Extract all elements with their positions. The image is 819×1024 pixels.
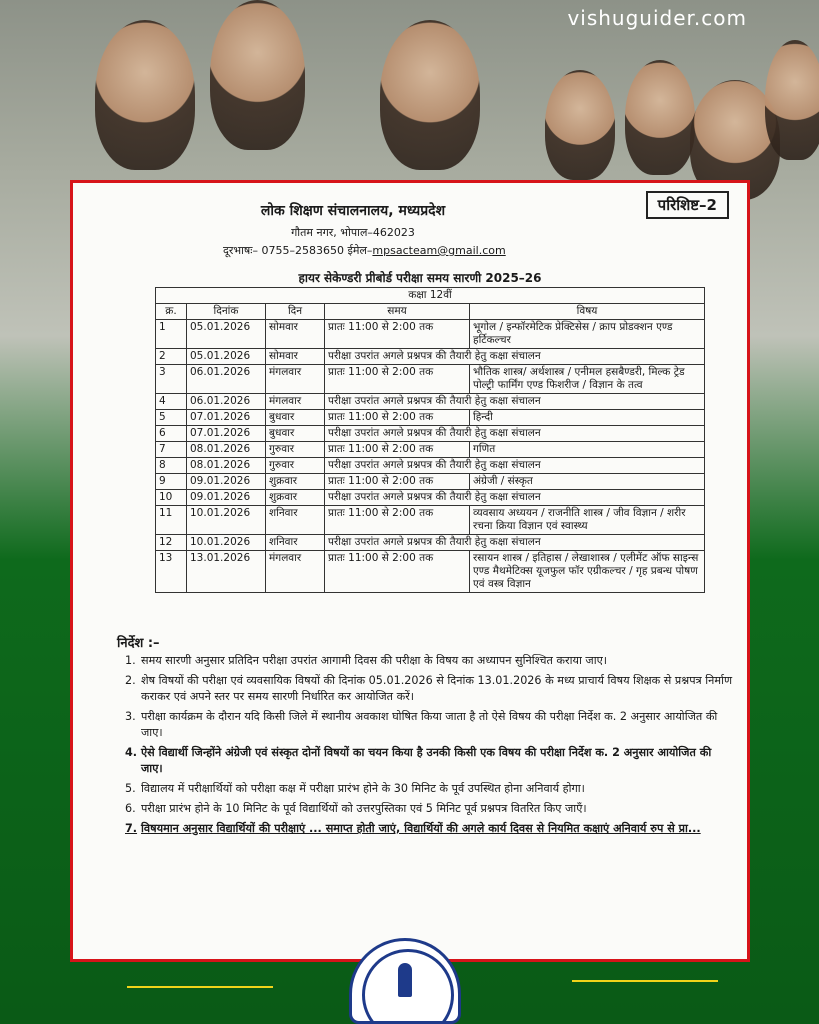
instruction-text: परीक्षा प्रारंभ होने के 10 मिनिट के पूर्व विद्यार्थियों को उत्तरपुस्तिका एवं 5 मिनिट पूर्व प्रश्नपत्र वितरित किए जाएँ। — [141, 802, 587, 815]
row-subject: व्यवसाय अध्ययन / राजनीति शास्त्र / जीव विज्ञान / शरीर रचना क्रिया विज्ञान एवं स्वास्थ्य — [470, 506, 705, 535]
row-day: सोमवार — [266, 320, 325, 349]
table-row — [156, 506, 705, 535]
col-header: दिन — [266, 304, 325, 320]
table-row — [156, 535, 705, 551]
row-activity: परीक्षा उपरांत अगले प्रश्नपत्र की तैयारी हेतु कक्षा संचालन — [325, 394, 705, 410]
office-name: लोक शिक्षण संचालनालय, मध्यप्रदेश — [260, 203, 446, 219]
row-date: 07.01.2026 — [187, 410, 266, 426]
row-number: 10 — [156, 490, 187, 506]
student-figure — [765, 40, 819, 160]
instruction-item — [125, 745, 733, 777]
row-date: 09.01.2026 — [187, 490, 266, 506]
instruction-item — [125, 781, 733, 797]
table-title: हायर सेकेण्डरी प्रीबोर्ड परीक्षा समय सारणी 2025–26 — [298, 271, 542, 285]
row-activity: परीक्षा उपरांत अगले प्रश्नपत्र की तैयारी हेतु कक्षा संचालन — [325, 490, 705, 506]
col-header: समय — [325, 304, 470, 320]
instruction-number: 5. — [125, 782, 136, 795]
row-day: गुरुवार — [266, 458, 325, 474]
row-time: प्रातः 11:00 से 2:00 तक — [325, 506, 470, 535]
instructions-list — [125, 653, 733, 841]
row-activity: परीक्षा उपरांत अगले प्रश्नपत्र की तैयारी हेतु कक्षा संचालन — [325, 458, 705, 474]
student-figure — [95, 20, 195, 170]
table-row — [156, 474, 705, 490]
email-link[interactable]: mpsacteam@gmail.com — [372, 244, 506, 257]
instructions-title: निर्देश :– — [117, 636, 160, 651]
instruction-number: 2. — [125, 674, 136, 687]
row-day: मंगलवार — [266, 394, 325, 410]
row-date: 08.01.2026 — [187, 442, 266, 458]
decorative-line-left — [127, 986, 273, 988]
table-row — [156, 349, 705, 365]
row-day: शनिवार — [266, 506, 325, 535]
office-address: गौतम नगर, भोपाल–462023 — [291, 226, 415, 239]
row-subject: अंग्रेजी / संस्कृत — [470, 474, 705, 490]
row-number: 5 — [156, 410, 187, 426]
row-date: 05.01.2026 — [187, 349, 266, 365]
row-day: मंगलवार — [266, 551, 325, 593]
table-row — [156, 458, 705, 474]
row-number: 6 — [156, 426, 187, 442]
row-subject: भूगोल / इन्फॉरमेटिक प्रेक्टिसेस / क्राप प्रोडक्शन एण्ड हर्टिकल्चर — [470, 320, 705, 349]
row-number: 4 — [156, 394, 187, 410]
schedule-table — [155, 287, 705, 593]
instruction-item — [125, 709, 733, 741]
email-label: ईमेल– — [347, 244, 373, 257]
row-number: 8 — [156, 458, 187, 474]
row-time: प्रातः 11:00 से 2:00 तक — [325, 320, 470, 349]
phone: दूरभाषः– 0755–2583650 — [223, 244, 344, 257]
row-date: 09.01.2026 — [187, 474, 266, 490]
appendix-label: परिशिष्ट–2 — [646, 191, 729, 219]
student-figure — [380, 20, 480, 170]
row-date: 06.01.2026 — [187, 365, 266, 394]
table-row — [156, 442, 705, 458]
instruction-text: विषयमान अनुसार विद्यार्थियों की परीक्षाएं ... समाप्त होती जाएं, विद्यार्थियों की अगले कार्य दिवस से नियमित कक्षाएं अनिवार्य रुप से प्रा... — [141, 822, 701, 835]
row-day: गुरुवार — [266, 442, 325, 458]
row-subject: रसायन शास्त्र / इतिहास / लेखाशास्त्र / एलीमेंट ऑफ साइन्स एण्ड मैथमेटिक्स यूजफुल फॉर एग्रीकल्चर / गृह प्रबन्ध पोषण एवं वस्त्र विज्ञान — [470, 551, 705, 593]
instruction-text: समय सारणी अनुसार प्रतिदिन परीक्षा उपरांत आगामी दिवस की परीक्षा के विषय का अध्यापन सुनिश्चित कराया जाए। — [141, 654, 608, 667]
table-row — [156, 426, 705, 442]
instruction-item — [125, 653, 733, 669]
row-date: 10.01.2026 — [187, 506, 266, 535]
row-number: 3 — [156, 365, 187, 394]
row-day: शुक्रवार — [266, 474, 325, 490]
instruction-text: ऐसे विद्यार्थी जिन्होंने अंग्रेजी एवं संस्कृत दोनों विषयों का चयन किया है उनकी किसी एक विषय की परीक्षा निर्देश क. 2 अनुसार आयोजित की जाए। — [141, 746, 712, 775]
row-activity: परीक्षा उपरांत अगले प्रश्नपत्र की तैयारी हेतु कक्षा संचालन — [325, 535, 705, 551]
row-activity: परीक्षा उपरांत अगले प्रश्नपत्र की तैयारी हेतु कक्षा संचालन — [325, 426, 705, 442]
class-label: कक्षा 12वीं — [156, 288, 705, 304]
table-row — [156, 490, 705, 506]
row-number: 1 — [156, 320, 187, 349]
instruction-number: 1. — [125, 654, 136, 667]
row-subject: गणित — [470, 442, 705, 458]
col-header: दिनांक — [187, 304, 266, 320]
row-activity: परीक्षा उपरांत अगले प्रश्नपत्र की तैयारी हेतु कक्षा संचालन — [325, 349, 705, 365]
row-number: 12 — [156, 535, 187, 551]
instruction-number: 3. — [125, 710, 136, 723]
row-day: सोमवार — [266, 349, 325, 365]
row-time: प्रातः 11:00 से 2:00 तक — [325, 365, 470, 394]
row-subject: भौतिक शास्त्र/ अर्थशास्त्र / एनीमल हसबैण्डरी, मिल्क ट्रेड पोल्ट्री फार्मिंग एण्ड फिशरीज / विज्ञान के तत्व — [470, 365, 705, 394]
row-time: प्रातः 11:00 से 2:00 तक — [325, 410, 470, 426]
instruction-number: 6. — [125, 802, 136, 815]
instruction-number: 7. — [125, 822, 138, 835]
table-row — [156, 551, 705, 593]
row-day: बुधवार — [266, 410, 325, 426]
row-time: प्रातः 11:00 से 2:00 तक — [325, 442, 470, 458]
contact-line — [223, 243, 506, 258]
exam-schedule-document — [70, 180, 750, 962]
instruction-item — [125, 673, 733, 705]
row-date: 05.01.2026 — [187, 320, 266, 349]
table-row — [156, 320, 705, 349]
instruction-item — [125, 821, 733, 837]
instruction-text: विद्यालय में परीक्षार्थियों को परीक्षा कक्ष में परीक्षा प्रारंभ होने के 30 मिनिट के पूर्व उपस्थित होना अनिवार्य होगा। — [141, 782, 585, 795]
row-subject: हिन्दी — [470, 410, 705, 426]
row-date: 07.01.2026 — [187, 426, 266, 442]
table-row — [156, 394, 705, 410]
site-watermark: vishuguider.com — [567, 6, 747, 30]
row-day: शुक्रवार — [266, 490, 325, 506]
row-date: 13.01.2026 — [187, 551, 266, 593]
row-date: 10.01.2026 — [187, 535, 266, 551]
instruction-item — [125, 801, 733, 817]
table-row — [156, 410, 705, 426]
row-date: 08.01.2026 — [187, 458, 266, 474]
torch-icon — [398, 963, 412, 997]
student-figure — [545, 70, 615, 180]
instruction-text: शेष विषयों की परीक्षा एवं व्यवसायिक विषयों की दिनांक 05.01.2026 से दिनांक 13.01.2026 के मध्य प्राचार्य विषय शिक्षक से प्रश्नपत्र निर्माण कराकर एवं अपने स्तर पर समय सारणी निर्धारित कर आयोजित करें। — [141, 674, 733, 703]
decorative-line-right — [572, 980, 718, 982]
row-number: 9 — [156, 474, 187, 490]
row-day: मंगलवार — [266, 365, 325, 394]
student-figure — [625, 60, 695, 175]
row-day: बुधवार — [266, 426, 325, 442]
row-number: 2 — [156, 349, 187, 365]
student-figure — [210, 0, 305, 150]
instruction-text: परीक्षा कार्यक्रम के दौरान यदि किसी जिले में स्थानीय अवकाश घोषित किया जाता है तो ऐसे विषय की परीक्षा निर्देश क. 2 अनुसार आयोजित की जाए। — [141, 710, 718, 739]
table-row — [156, 365, 705, 394]
row-number: 11 — [156, 506, 187, 535]
row-day: शनिवार — [266, 535, 325, 551]
col-header: विषय — [470, 304, 705, 320]
instruction-number: 4. — [125, 746, 138, 759]
row-number: 13 — [156, 551, 187, 593]
row-number: 7 — [156, 442, 187, 458]
row-time: प्रातः 11:00 से 2:00 तक — [325, 474, 470, 490]
col-header: क्र. — [156, 304, 187, 320]
row-date: 06.01.2026 — [187, 394, 266, 410]
row-time: प्रातः 11:00 से 2:00 तक — [325, 551, 470, 593]
